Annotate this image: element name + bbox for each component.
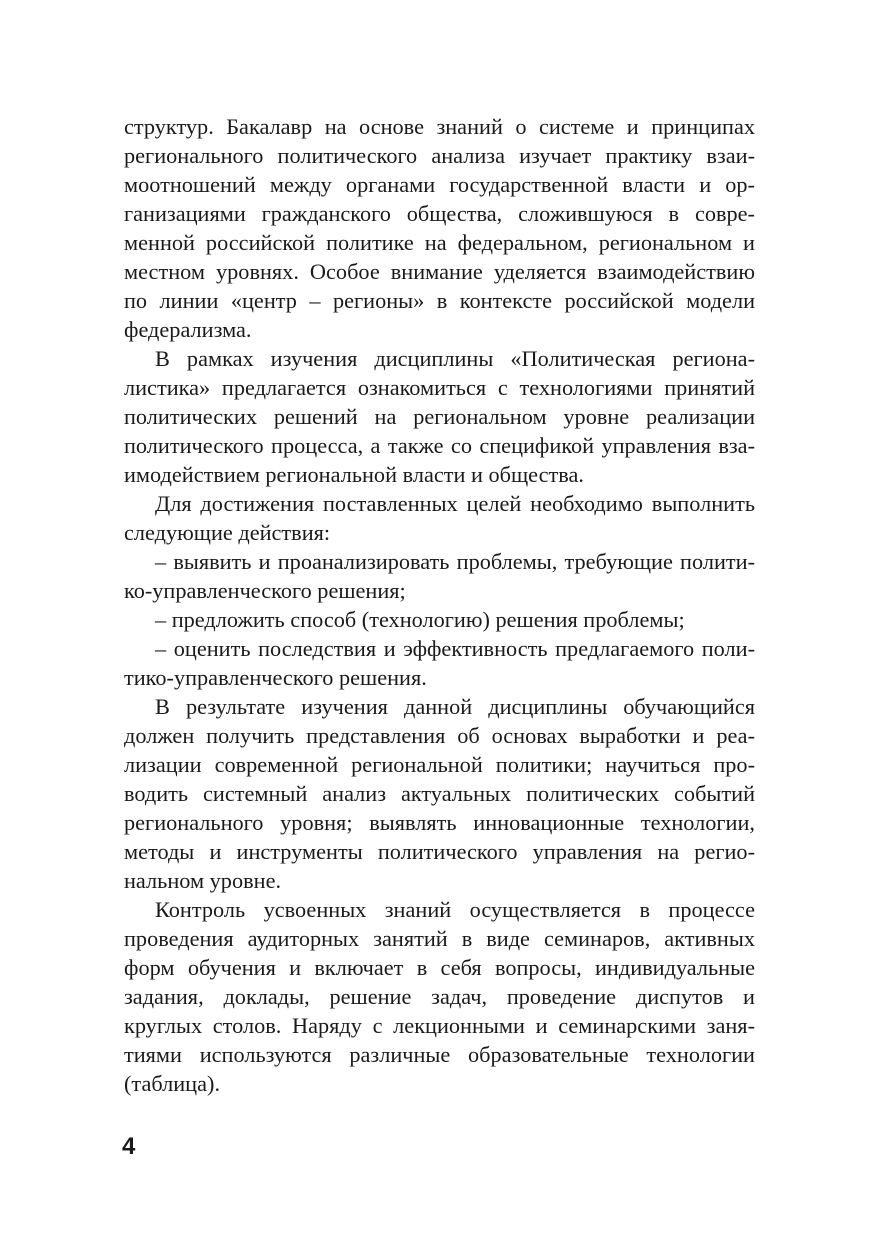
text-line: В рамках изучения дисциплины «Политическая регионa- (155, 346, 755, 371)
paragraph (124, 605, 755, 634)
page-number: 4 (122, 1133, 136, 1160)
text-line: моотношений между органами государственной власти и ор- (124, 172, 755, 197)
text-line: ганизациями гражданского общества, сложившуюся в совре- (124, 201, 755, 226)
paragraph (124, 895, 755, 1098)
text-line: местном уровнях. Особое внимание уделяется взаимодействию (124, 259, 755, 284)
paragraph (124, 112, 755, 344)
text-line: тиями используются различные образовательные технологии (124, 1042, 755, 1067)
text-line: В результате изучения данной дисциплины обучающийся (155, 694, 755, 719)
text-line: политического процесса, а также со спецификой управления вза- (124, 433, 755, 458)
text-line: – предложить способ (технологию) решения проблемы; (155, 607, 685, 632)
text-line: методы и инструменты политического управления на регио- (124, 839, 755, 864)
text-line: проведения аудиторных занятий в виде семинаров, активных (124, 926, 755, 951)
text-line: форм обучения и включает в себя вопросы, индивидуальные (124, 955, 755, 980)
text-line: лизации современной региональной политики; научиться про- (124, 752, 755, 777)
text-line: – выявить и проанализировать проблемы, требующие полити- (155, 549, 755, 574)
text-line: политических решений на региональном уровне реализации (124, 404, 755, 429)
text-line: водить системный анализ актуальных политических событий (124, 781, 755, 806)
text-line: федерализма. (124, 317, 252, 342)
text-line: регионального политического анализа изучает практику взаи- (124, 143, 755, 168)
text-line: следующие действия: (124, 520, 331, 545)
text-line: по линии «центр – регионы» в контексте российской модели (124, 288, 755, 313)
text-line: структур. Бакалавр на основе знаний о системе и принципах (124, 114, 755, 139)
text-line: тико-управленческого решения. (124, 665, 427, 690)
paragraph (124, 344, 755, 489)
text-line: Для достижения поставленных целей необходимо выполнить (155, 491, 755, 516)
text-line: нальном уровне. (124, 868, 282, 893)
text-line: круглых столов. Наряду с лекционными и семинарскими заня- (124, 1013, 755, 1038)
text-line: должен получить представления об основах выработки и реа- (124, 723, 755, 748)
text-line: регионального уровня; выявлять инновационные технологии, (124, 810, 755, 835)
text-line: (таблица). (124, 1071, 221, 1096)
text-line: имодействием региональной власти и общества. (124, 462, 584, 487)
text-line: – оценить последствия и эффективность предлагаемого поли- (155, 636, 755, 661)
body-text (124, 112, 755, 1098)
text-line: Контроль усвоенных знаний осуществляется в процессе (155, 897, 755, 922)
paragraph (124, 634, 755, 692)
text-line: задания, доклады, решение задач, проведение диспутов и (124, 984, 755, 1009)
text-line: листика» предлагается ознакомиться с технологиями принятий (124, 375, 755, 400)
text-line: менной российской политике на федеральном, региональном и (124, 230, 755, 255)
paragraph (124, 547, 755, 605)
paragraph (124, 489, 755, 547)
paragraph (124, 692, 755, 895)
text-line: ко-управленческого решения; (124, 578, 406, 603)
